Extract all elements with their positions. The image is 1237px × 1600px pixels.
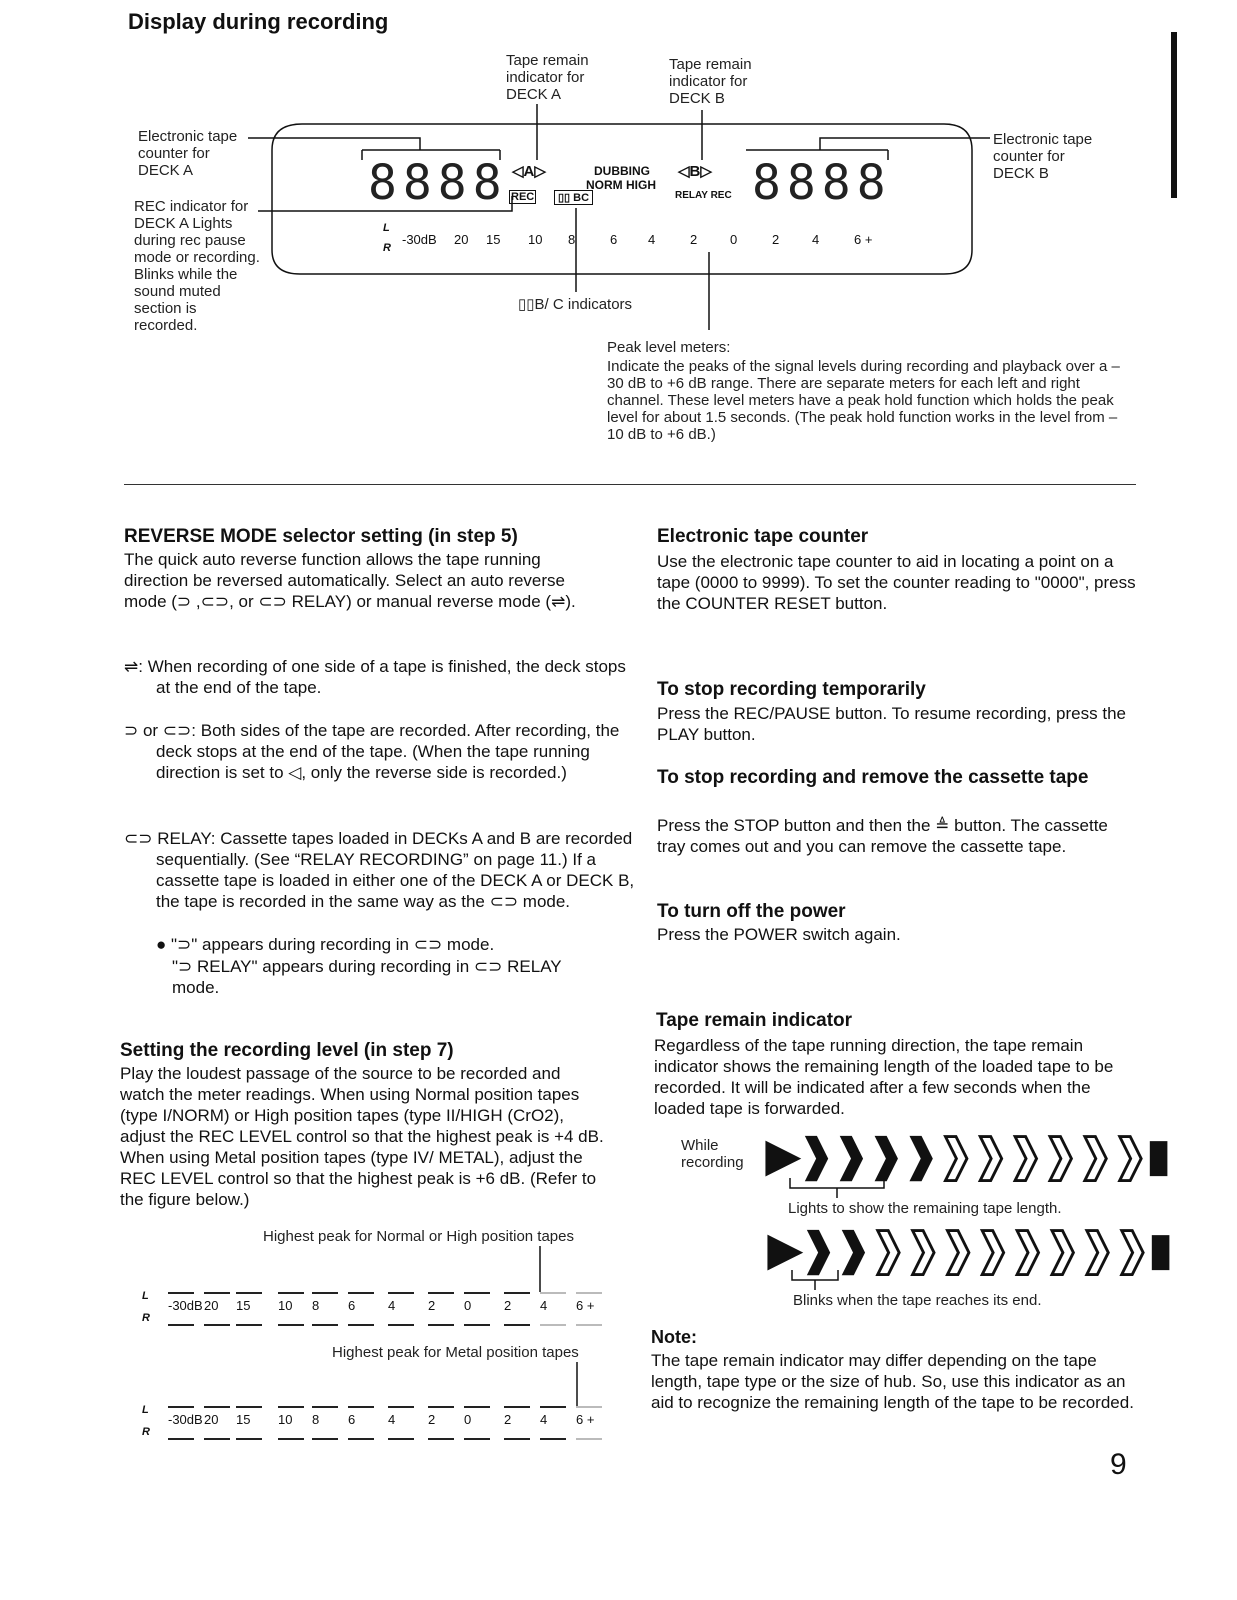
label-counter-a: Electronic tape counter for DECK A [138, 128, 238, 179]
reverse-item-3: ⊂⊃ RELAY: Cassette tapes loaded in DECKs A and B are recorded sequentially. (See “RELAY RECORDING” on page 11.) If a cassette tape is loaded in either one of the DECK A or DECK B, the tape is recorded in the same way as the ⊂⊃ mode. [124, 829, 635, 911]
meter-segment [312, 1432, 338, 1440]
meter-l-label: L [142, 1404, 149, 1416]
meter-normal [140, 1290, 610, 1330]
lcd-scale-label: -30dB [402, 232, 437, 247]
meter-r-label: R [142, 1312, 150, 1324]
meter-segment [464, 1318, 490, 1326]
peak-metal-label: Highest peak for Metal position tapes [332, 1344, 579, 1361]
peak-title: Peak level meters: [607, 339, 731, 356]
lcd-scale-label: 8 [568, 232, 576, 247]
meter-scale-label: 6 + [576, 1412, 595, 1427]
meter-scale-label: 0 [464, 1298, 472, 1313]
meter-segment [428, 1318, 454, 1326]
lcd-scale-label: 2 [690, 232, 698, 247]
page-number: 9 [1110, 1448, 1127, 1481]
meter-segment [278, 1318, 304, 1326]
remain-title: Tape remain indicator [656, 1010, 853, 1031]
lcd-meter-scale [402, 232, 882, 248]
remove-body: Press the STOP button and then the ≜ button. The cassette tray comes out and you can remove the cassette tape. [657, 816, 1108, 856]
lcd-scale-label: 4 [812, 232, 820, 247]
label-counter-b: Electronic tape counter for DECK B [993, 131, 1093, 182]
meter-segment [576, 1432, 602, 1440]
lcd-l: L [383, 222, 390, 234]
meter-scale-label: 4 [540, 1298, 548, 1313]
while-recording-label: While recording [681, 1137, 744, 1171]
blinks-bracket [790, 1268, 850, 1292]
meter-segment [168, 1432, 194, 1440]
lcd-scale-label: 2 [772, 232, 780, 247]
peak-normal-label: Highest peak for Normal or High position tapes [263, 1228, 574, 1245]
meter-segment [540, 1432, 566, 1440]
meter-segment [168, 1318, 194, 1326]
meter-scale-label: 6 + [576, 1298, 595, 1313]
meter-segment [576, 1318, 602, 1326]
blinks-caption: Blinks when the tape reaches its end. [793, 1292, 1042, 1309]
meter-segment [504, 1432, 530, 1440]
meter-segment [236, 1432, 262, 1440]
meter-scale-label: 2 [428, 1298, 436, 1313]
lcd-counter-a: 8888 [368, 155, 508, 211]
lcd-scale-label: 4 [648, 232, 656, 247]
meter-scale-label: 20 [204, 1412, 219, 1427]
meter-scale-label: 6 [348, 1298, 356, 1313]
meter-segment [312, 1318, 338, 1326]
meter-scale-label: 20 [204, 1298, 219, 1313]
lcd-bc: ▯▯ BC [554, 190, 593, 205]
peak-metal-pointer [567, 1362, 587, 1408]
meter-scale-label: 15 [236, 1298, 251, 1313]
lcd-rec: REC [511, 191, 535, 203]
label-rec-indicator: REC indicator for DECK A Lights during rec pause mode or recording. Blinks while the sound muted section is recorded. [134, 198, 260, 334]
meter-segment [204, 1318, 230, 1326]
meter-segment [204, 1432, 230, 1440]
lcd-scale-label: 6 + [854, 232, 873, 247]
lcd-counter-b: 8888 [752, 155, 892, 211]
label-dolby-indicators: ▯▯B/ C indicators [518, 296, 633, 313]
bullet-2: "⊃ RELAY" appears during recording in ⊂⊃ RELAY mode. [172, 957, 562, 997]
lcd-r: R [383, 242, 391, 254]
meter-scale-label: 10 [278, 1412, 293, 1427]
reverse-item-2: ⊃ or ⊂⊃: Both sides of the tape are recorded. After recording, the deck stops at the end of the tape. (When the tape running direction is set to ◁, only the reverse side is recorded.) [124, 721, 620, 782]
note-body: The tape remain indicator may differ depending on the tape length, tape type or the size of hub. So, use this indicator as an aid to recognize the remaining length of the tape to be recorded. [651, 1351, 1134, 1412]
meter-segment [428, 1432, 454, 1440]
reverse-title: REVERSE MODE selector setting (in step 5) [124, 526, 518, 547]
meter-segment [348, 1318, 374, 1326]
divider [124, 484, 1136, 485]
remain-indicator-full: ▶❱❱❱❱❱❱❱❱❱❱▮ [766, 1131, 1169, 1180]
meter-segment [504, 1318, 530, 1326]
peak-body: Indicate the peaks of the signal levels during recording and playback over a –30 dB to +6 dB range. There are separate meters for each left and right channel. These level meters have a peak hold function which holds the peak level for about 1.5 seconds. (The peak hold function works in the level from –10 dB to +6 dB.) [607, 358, 1120, 443]
lcd-deck-a: ◁A▷ [512, 163, 546, 180]
meter-l-label: L [142, 1290, 149, 1302]
lcd-scale-label: 15 [486, 232, 501, 247]
meter-segment [278, 1432, 304, 1440]
lights-bracket [788, 1176, 888, 1200]
level-title: Setting the recording level (in step 7) [120, 1040, 454, 1061]
counter-title: Electronic tape counter [657, 526, 869, 547]
lcd-scale-label: 10 [528, 232, 543, 247]
meter-scale-label: -30dB [168, 1412, 203, 1427]
label-tape-remain-a: Tape remain indicator for DECK A [506, 52, 589, 103]
meter-segment [388, 1432, 414, 1440]
meter-scale-label: 15 [236, 1412, 251, 1427]
remain-indicator-end: ▶❱❱❱❱❱❱❱❱❱❱▮ [768, 1225, 1171, 1274]
lcd-relay-rec: RELAY REC [675, 190, 732, 201]
meter-scale-label: 0 [464, 1412, 472, 1427]
meter-segment [388, 1318, 414, 1326]
label-tape-remain-b: Tape remain indicator for DECK B [669, 56, 752, 107]
meter-scale-label: 8 [312, 1298, 320, 1313]
reverse-item-1: ⇌: When recording of one side of a tape is finished, the deck stops at the end of the tape. [124, 657, 626, 697]
lcd-norm-high: NORM HIGH [586, 178, 656, 192]
meter-segment [236, 1318, 262, 1326]
meter-metal [140, 1404, 610, 1444]
counter-body: Use the electronic tape counter to aid in locating a point on a tape (0000 to 9999). To set the counter reading to "0000", press the COUNTER RESET button. [657, 552, 1136, 613]
lcd-scale-label: 6 [610, 232, 618, 247]
note-title: Note: [651, 1327, 697, 1347]
lcd-scale-label: 0 [730, 232, 738, 247]
lcd-scale-label: 20 [454, 232, 469, 247]
meter-scale-label: 4 [388, 1412, 396, 1427]
meter-segment [540, 1318, 566, 1326]
lcd-deck-b: ◁B▷ [678, 163, 712, 180]
meter-scale-label: 2 [504, 1298, 512, 1313]
meter-scale-label: 10 [278, 1298, 293, 1313]
remove-title: To stop recording and remove the cassette tape [657, 767, 1089, 788]
meter-scale-label: 4 [388, 1298, 396, 1313]
power-title: To turn off the power [657, 901, 846, 922]
meter-scale-label: -30dB [168, 1298, 203, 1313]
peak-normal-pointer [530, 1246, 550, 1292]
meter-scale-label: 6 [348, 1412, 356, 1427]
meter-scale-label: 2 [428, 1412, 436, 1427]
meter-scale-label: 8 [312, 1412, 320, 1427]
reverse-body: The quick auto reverse function allows the tape running direction be reversed automatically. Select an auto reverse mode (⊃ ,⊂⊃, or ⊂⊃ RELAY) or manual reverse mode (⇌). [124, 550, 576, 611]
meter-r-label: R [142, 1426, 150, 1438]
meter-scale-label: 4 [540, 1412, 548, 1427]
bullet-1: ● "⊃" appears during recording in ⊂⊃ mode. [156, 935, 495, 954]
partial-header: Display during recording [128, 9, 389, 34]
stop-title: To stop recording temporarily [657, 679, 926, 700]
meter-segment [348, 1432, 374, 1440]
remain-body: Regardless of the tape running direction, the tape remain indicator shows the remaining length of the loaded tape to be recorded. It will be indicated after a few seconds when the loaded tape is forwarded. [654, 1036, 1114, 1118]
meter-scale-label: 2 [504, 1412, 512, 1427]
power-body: Press the POWER switch again. [657, 925, 901, 944]
lights-caption: Lights to show the remaining tape length. [788, 1200, 1062, 1217]
stop-body: Press the REC/PAUSE button. To resume recording, press the PLAY button. [657, 704, 1126, 744]
lcd-dubbing: DUBBING [594, 164, 650, 178]
meter-segment [464, 1432, 490, 1440]
level-body: Play the loudest passage of the source to be recorded and watch the meter readings. When using Normal position tapes (type I/NORM) or High position tapes (type II/HIGH (CrO2), adjust the REC LEVEL control so that the highest peak is +4 dB. When using Metal position tapes (type IV/ METAL), adjust the REC LEVEL control so that the highest peak is +6 dB. (Refer to the figure below.) [120, 1064, 604, 1209]
